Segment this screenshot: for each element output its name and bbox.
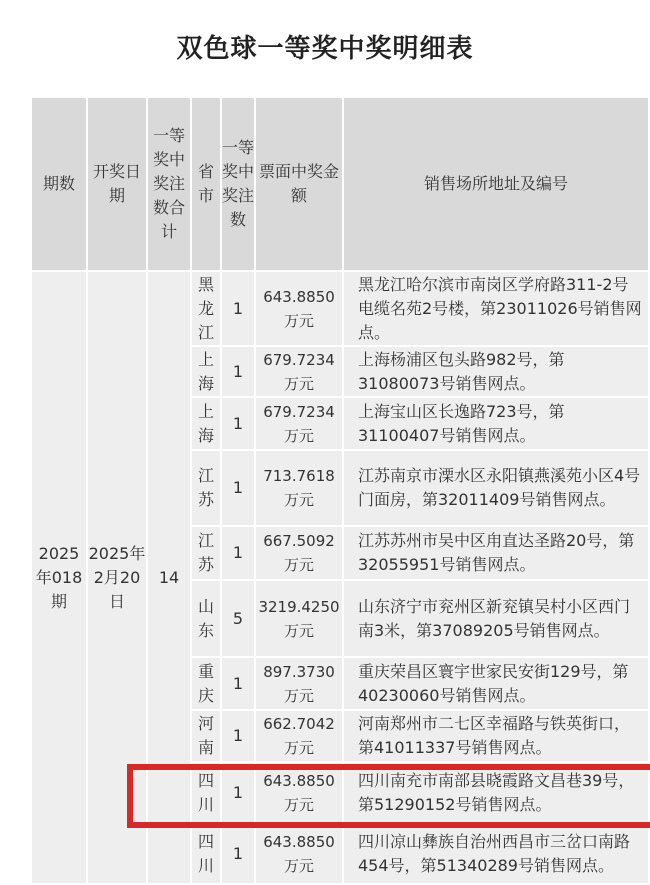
province-cell: 重庆	[191, 657, 221, 710]
count-cell: 1	[221, 824, 255, 884]
address-cell: 上海杨浦区包头路982号，第31080073号销售网点。	[343, 346, 649, 397]
prize-detail-table	[30, 96, 650, 885]
amount-cell: 713.7618万元	[255, 450, 343, 526]
address-cell: 上海宝山区长逸路723号，第31100407号销售网点。	[343, 397, 649, 450]
count-cell: 5	[221, 580, 255, 657]
province-cell: 河南	[191, 710, 221, 762]
province-cell: 四川	[191, 762, 221, 824]
address-cell: 山东济宁市兖州区新兖镇吴村小区西门南3米，第37089205号销售网点。	[343, 580, 649, 657]
period-cell: 2025年018期	[31, 271, 87, 884]
header-count: 一等奖中奖注数	[221, 97, 255, 271]
count-cell: 1	[221, 450, 255, 526]
count-cell: 1	[221, 397, 255, 450]
address-cell: 四川南充市南部县晓霞路文昌巷39号，第51290152号销售网点。	[343, 762, 649, 824]
count-cell: 1	[221, 710, 255, 762]
province-cell: 江苏	[191, 450, 221, 526]
amount-cell: 3219.4250万元	[255, 580, 343, 657]
province-cell: 江苏	[191, 526, 221, 580]
count-cell: 1	[221, 271, 255, 346]
count-cell: 1	[221, 346, 255, 397]
amount-cell: 679.7234万元	[255, 346, 343, 397]
amount-cell: 643.8850万元	[255, 824, 343, 884]
header-draw-date: 开奖日期	[87, 97, 147, 271]
address-cell: 黑龙江哈尔滨市南岗区学府路311-2号电缆名苑2号楼，第23011026号销售网点。	[343, 271, 649, 346]
amount-cell: 679.7234万元	[255, 397, 343, 450]
count-cell: 1	[221, 657, 255, 710]
table-row	[31, 271, 649, 346]
address-cell: 重庆荣昌区寰宇世家民安街129号，第40230060号销售网点。	[343, 657, 649, 710]
header-amount: 票面中奖金额	[255, 97, 343, 271]
header-province: 省市	[191, 97, 221, 271]
amount-cell: 667.5092万元	[255, 526, 343, 580]
province-cell: 黑龙江	[191, 271, 221, 346]
amount-cell: 643.8850万元	[255, 271, 343, 346]
header-row	[31, 97, 649, 271]
header-address: 销售场所地址及编号	[343, 97, 649, 271]
header-period: 期数	[31, 97, 87, 271]
province-cell: 上海	[191, 397, 221, 450]
page-title: 双色球一等奖中奖明细表	[176, 34, 474, 64]
address-cell: 江苏苏州市吴中区甪直达圣路20号，第32055951号销售网点。	[343, 526, 649, 580]
address-cell: 江苏南京市溧水区永阳镇燕溪苑小区4号门面房，第32011409号销售网点。	[343, 450, 649, 526]
count-cell: 1	[221, 526, 255, 580]
amount-cell: 897.3730万元	[255, 657, 343, 710]
province-cell: 四川	[191, 824, 221, 884]
province-cell: 山东	[191, 580, 221, 657]
total-cell: 14	[147, 271, 191, 884]
amount-cell: 643.8850万元	[255, 762, 343, 824]
header-total: 一等奖中奖注数合计	[147, 97, 191, 271]
draw-date-cell: 2025年2月20日	[87, 271, 147, 884]
province-cell: 上海	[191, 346, 221, 397]
address-cell: 四川凉山彝族自治州西昌市三岔口南路454号，第51340289号销售网点。	[343, 824, 649, 884]
count-cell: 1	[221, 762, 255, 824]
amount-cell: 662.7042万元	[255, 710, 343, 762]
address-cell: 河南郑州市二七区幸福路与铁英街口，第41011337号销售网点。	[343, 710, 649, 762]
